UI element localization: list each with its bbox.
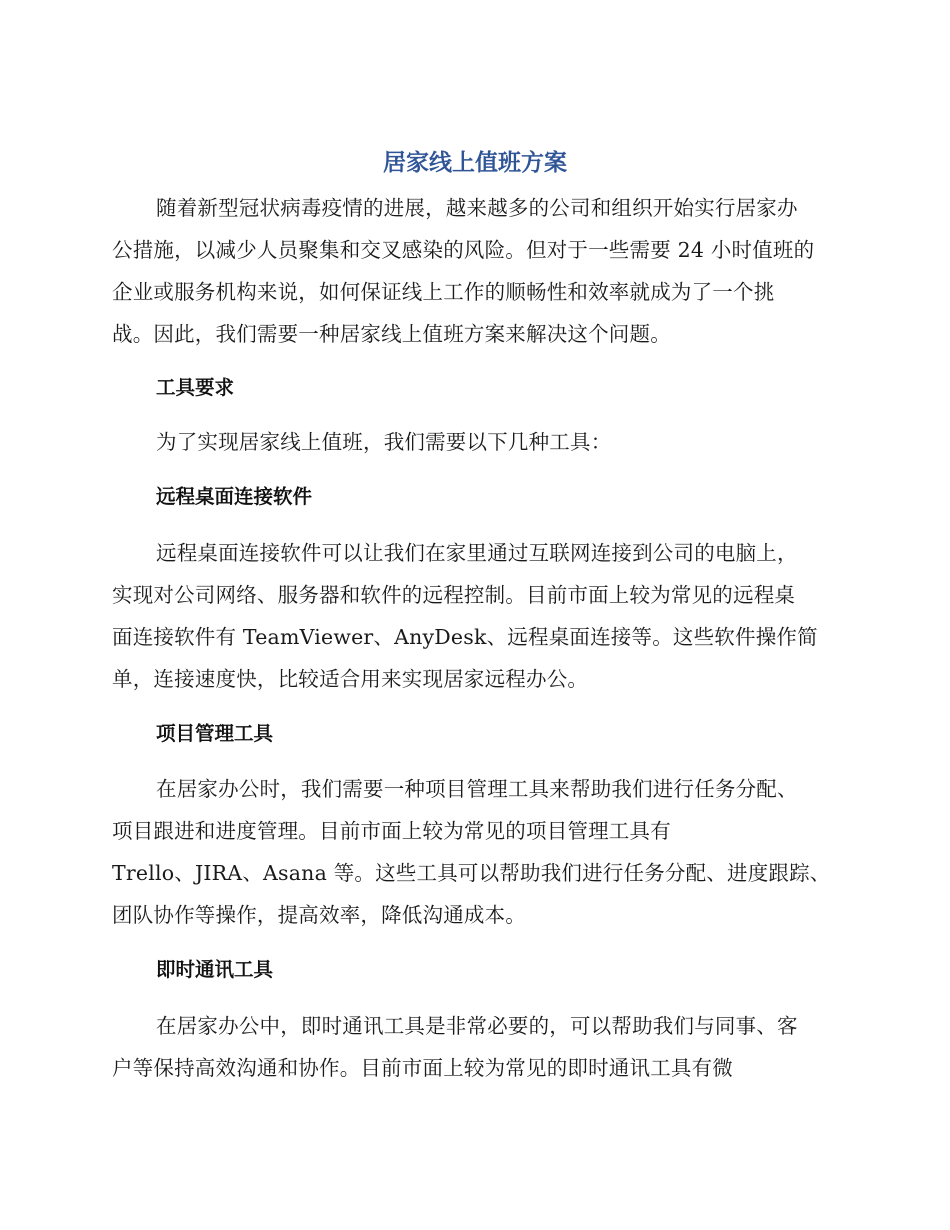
pm-line: 团队协作等操作，提高效率，降低沟通成本。 (112, 903, 526, 927)
intro-paragraph (112, 187, 842, 355)
remote-line: 远程桌面连接软件可以让我们在家里通过互联网连接到公司的电脑上， (156, 541, 798, 565)
remote-line: 实现对公司网络、服务器和软件的远程控制。目前市面上较为常见的远程桌 (112, 583, 796, 607)
heading-remote-desktop: 远程桌面连接软件 (156, 485, 313, 508)
heading-project-management: 项目管理工具 (156, 722, 274, 745)
remote-line: 面连接软件有 TeamViewer、AnyDesk、远程桌面连接等。这些软件操作简 (112, 625, 818, 649)
heading-instant-messaging: 即时通讯工具 (156, 958, 274, 981)
remote-line: 单，连接速度快，比较适合用来实现居家远程办公。 (112, 667, 589, 691)
tools-paragraph (112, 421, 842, 463)
intro-line: 公措施，以减少人员聚集和交叉感染的风险。但对于一些需要 24 小时值班的 (112, 238, 815, 262)
intro-line: 随着新型冠状病毒疫情的进展，越来越多的公司和组织开始实行居家办 (156, 196, 798, 220)
project-management-paragraph (112, 768, 842, 936)
intro-line: 企业或服务机构来说，如何保证线上工作的顺畅性和效率就成为了一个挑 (112, 280, 775, 304)
instant-messaging-paragraph (112, 1005, 842, 1089)
intro-line: 战。因此，我们需要一种居家线上值班方案来解决这个问题。 (112, 322, 671, 346)
remote-desktop-paragraph (112, 532, 842, 700)
heading-tool-requirements: 工具要求 (156, 376, 235, 399)
pm-line: Trello、JIRA、Asana 等。这些工具可以帮助我们进行任务分配、进度跟踪、 (112, 861, 831, 885)
tools-line: 为了实现居家线上值班，我们需要以下几种工具： (156, 430, 612, 454)
im-line: 户等保持高效沟通和协作。目前市面上较为常见的即时通讯工具有微 (112, 1056, 733, 1080)
pm-line: 项目跟进和进度管理。目前市面上较为常见的项目管理工具有 (112, 819, 671, 843)
pm-line: 在居家办公时，我们需要一种项目管理工具来帮助我们进行任务分配、 (156, 777, 798, 801)
document-title: 居家线上值班方案 (383, 150, 567, 176)
im-line: 在居家办公中，即时通讯工具是非常必要的，可以帮助我们与同事、客 (156, 1014, 798, 1038)
